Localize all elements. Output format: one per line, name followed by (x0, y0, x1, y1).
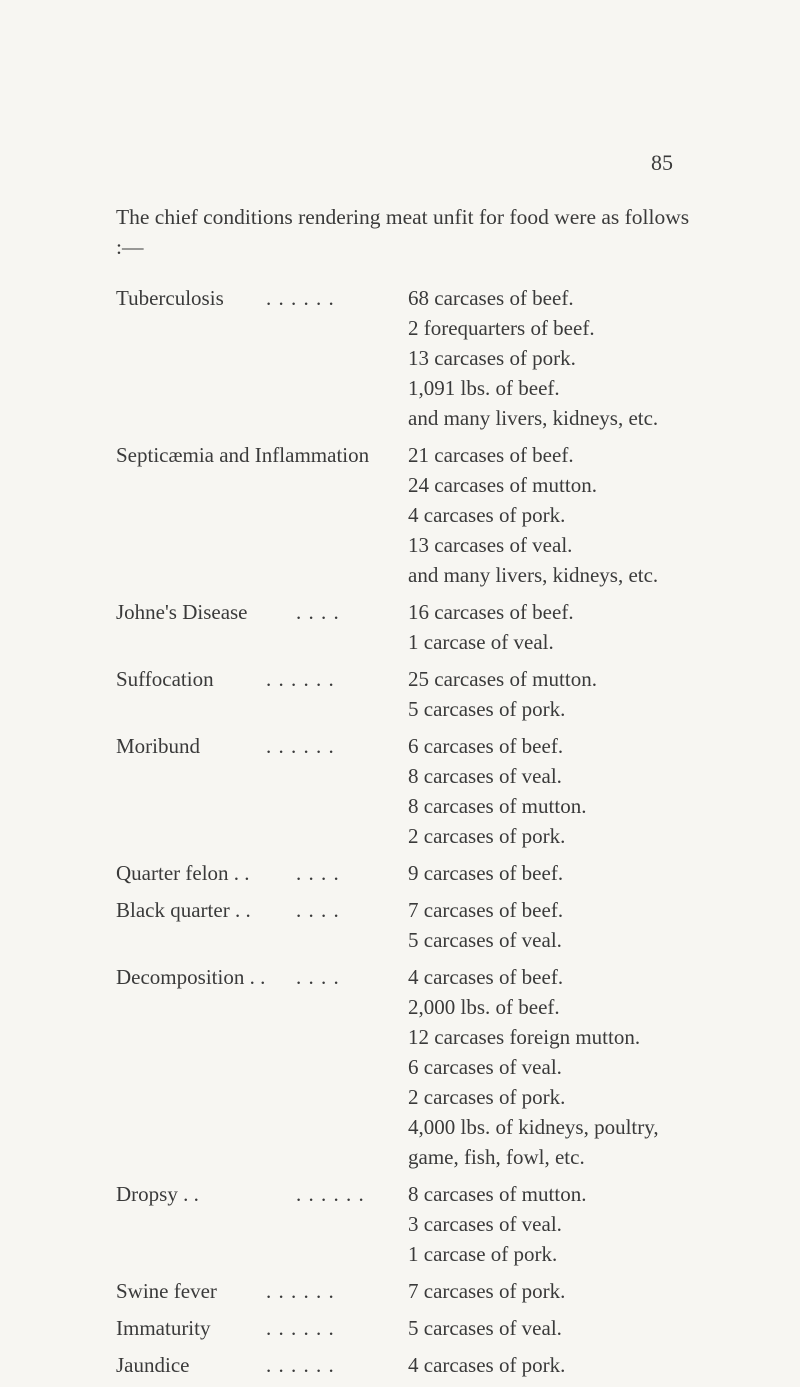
condition-item: 4 carcases of beef. (408, 965, 564, 989)
condition-row (116, 1313, 716, 1343)
condition-item: and many livers, kidneys, etc. (408, 406, 659, 430)
condition-name: Swine fever (116, 1279, 217, 1303)
dot-leader: . . . . . . (266, 1279, 335, 1303)
condition-row (116, 1082, 716, 1112)
condition-item: 6 carcases of beef. (408, 734, 564, 758)
condition-item: 6 carcases of veal. (408, 1055, 562, 1079)
condition-row (116, 313, 716, 343)
conditions-list (116, 283, 716, 1387)
condition-row (116, 597, 716, 627)
condition-row (116, 731, 716, 761)
dot-leader: . . . . . . (266, 1353, 335, 1377)
condition-name: Suffocation (116, 667, 214, 691)
condition-name: Johne's Disease (116, 600, 248, 624)
condition-item: 25 carcases of mutton. (408, 667, 597, 691)
dot-leader: . . . . (296, 898, 340, 922)
group-gap (116, 590, 716, 597)
condition-name: Quarter felon . . (116, 861, 250, 885)
group-gap (116, 1343, 716, 1350)
condition-item: game, fish, fowl, etc. (408, 1145, 585, 1169)
condition-item: 2 forequarters of beef. (408, 316, 595, 340)
condition-row (116, 791, 716, 821)
condition-item: 4 carcases of pork. (408, 1353, 566, 1377)
condition-item: 7 carcases of beef. (408, 898, 564, 922)
page-number: 85 (651, 150, 673, 175)
condition-row (116, 694, 716, 724)
condition-row (116, 925, 716, 955)
condition-item: 2 carcases of pork. (408, 1085, 566, 1109)
condition-row (116, 283, 716, 313)
condition-name: Tuberculosis (116, 286, 224, 310)
group-gap (116, 1269, 716, 1276)
condition-item: 1,091 lbs. of beef. (408, 376, 560, 400)
group-gap (116, 1172, 716, 1179)
dot-leader: . . . . . . (266, 734, 335, 758)
condition-item: 5 carcases of veal. (408, 928, 562, 952)
condition-item: 5 carcases of pork. (408, 697, 566, 721)
condition-item: 9 carcases of beef. (408, 861, 564, 885)
dot-leader: . . . . . . (266, 286, 335, 310)
group-gap (116, 433, 716, 440)
condition-name: Decomposition . . (116, 965, 266, 989)
condition-row (116, 1276, 716, 1306)
dot-leader: . . . . (296, 861, 340, 885)
condition-item: 12 carcases foreign mutton. (408, 1025, 641, 1049)
group-gap (116, 888, 716, 895)
condition-name: Septicæmia and Inflammation (116, 443, 370, 467)
condition-item: 24 carcases of mutton. (408, 473, 597, 497)
dot-leader: . . . . . . (266, 667, 335, 691)
condition-item: 5 carcases of veal. (408, 1316, 562, 1340)
condition-item: 2 carcases of pork. (408, 824, 566, 848)
dot-leader: . . . . (296, 600, 340, 624)
group-gap (116, 1380, 716, 1387)
group-gap (116, 955, 716, 962)
condition-row (116, 664, 716, 694)
condition-item: 16 carcases of beef. (408, 600, 574, 624)
condition-name: Jaundice (116, 1353, 190, 1377)
condition-row (116, 821, 716, 851)
group-gap (116, 724, 716, 731)
condition-item: 13 carcases of pork. (408, 346, 576, 370)
condition-row (116, 627, 716, 657)
condition-row (116, 530, 716, 560)
condition-row (116, 992, 716, 1022)
condition-row (116, 343, 716, 373)
condition-item: 3 carcases of veal. (408, 1212, 562, 1236)
condition-name: Dropsy . . (116, 1182, 199, 1206)
intro-paragraph: The chief conditions rendering meat unfit for food were as follows :— (116, 205, 690, 259)
condition-item: 4,000 lbs. of kidneys, poultry, (408, 1115, 659, 1139)
group-gap (116, 851, 716, 858)
group-gap (116, 1306, 716, 1313)
condition-item: 1 carcase of veal. (408, 630, 554, 654)
condition-row (116, 858, 716, 888)
condition-row (116, 373, 716, 403)
condition-row (116, 403, 716, 433)
condition-item: 8 carcases of mutton. (408, 1182, 587, 1206)
condition-item: 2,000 lbs. of beef. (408, 995, 560, 1019)
condition-row (116, 1142, 716, 1172)
condition-row (116, 1209, 716, 1239)
dot-leader: . . . . . . (296, 1182, 365, 1206)
condition-item: 8 carcases of mutton. (408, 794, 587, 818)
condition-item: and many livers, kidneys, etc. (408, 563, 659, 587)
condition-row (116, 1022, 716, 1052)
condition-row (116, 1112, 716, 1142)
condition-item: 13 carcases of veal. (408, 533, 573, 557)
condition-row (116, 470, 716, 500)
dot-leader: . . . . . . (266, 1316, 335, 1340)
condition-item: 21 carcases of beef. (408, 443, 574, 467)
condition-row (116, 1239, 716, 1269)
condition-row (116, 761, 716, 791)
condition-name: Moribund (116, 734, 200, 758)
condition-item: 4 carcases of pork. (408, 503, 566, 527)
condition-row (116, 560, 716, 590)
condition-row (116, 1350, 716, 1380)
condition-row (116, 440, 716, 470)
condition-item: 1 carcase of pork. (408, 1242, 558, 1266)
condition-item: 8 carcases of veal. (408, 764, 562, 788)
condition-row (116, 962, 716, 992)
group-gap (116, 657, 716, 664)
condition-item: 68 carcases of beef. (408, 286, 574, 310)
condition-row (116, 500, 716, 530)
dot-leader: . . . . (296, 965, 340, 989)
condition-row (116, 1179, 716, 1209)
condition-name: Immaturity (116, 1316, 211, 1340)
condition-row (116, 895, 716, 925)
condition-item: 7 carcases of pork. (408, 1279, 566, 1303)
condition-name: Black quarter . . (116, 898, 251, 922)
condition-row (116, 1052, 716, 1082)
